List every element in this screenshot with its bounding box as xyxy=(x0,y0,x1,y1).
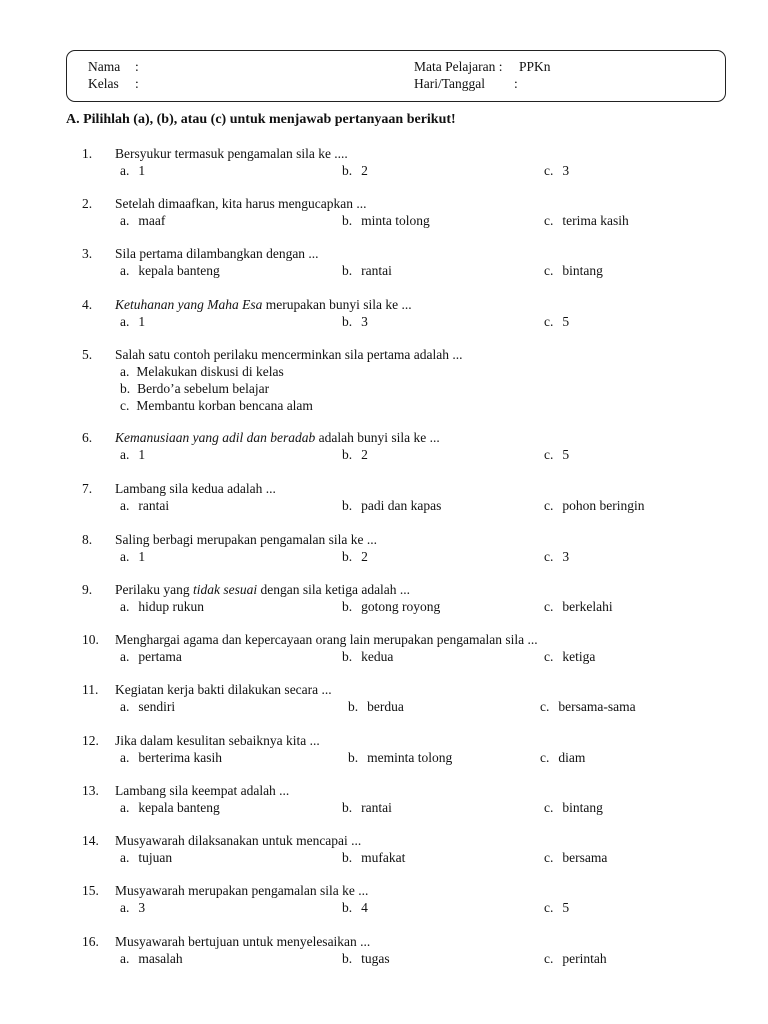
option-text: 3 xyxy=(562,163,570,178)
option-letter: c. xyxy=(544,213,554,228)
option-letter: b. xyxy=(342,447,353,462)
option-text: berdua xyxy=(367,699,404,714)
question-text xyxy=(115,733,320,749)
option-letter: c. xyxy=(544,263,554,278)
option-b xyxy=(342,314,368,330)
question-text-italic: tidak sesuai xyxy=(192,582,258,597)
option-text: padi dan kapas xyxy=(361,498,442,513)
option-c xyxy=(544,163,569,179)
option-c xyxy=(544,599,613,615)
option-text: rantai xyxy=(361,263,392,278)
question-text-part: Musyawarah dilaksanakan untuk mencapai ... xyxy=(115,833,362,848)
question-number: 16. xyxy=(82,934,99,949)
kelas-colon: : xyxy=(135,76,139,91)
option-letter: a. xyxy=(120,900,130,915)
option-letter: a. xyxy=(120,649,130,664)
question-number: 14. xyxy=(82,833,99,848)
question-text xyxy=(115,532,377,548)
question-text xyxy=(115,934,370,950)
question-text xyxy=(115,632,538,648)
option-text: 1 xyxy=(138,314,146,329)
option-text: 1 xyxy=(138,163,146,178)
option-text: bintang xyxy=(562,263,603,278)
option-c xyxy=(544,263,603,279)
question-text xyxy=(115,430,440,446)
option-text: meminta tolong xyxy=(367,750,453,765)
option-b xyxy=(342,900,368,916)
option-letter: a. xyxy=(120,364,130,379)
nama-colon: : xyxy=(135,59,139,74)
option-letter: b. xyxy=(342,900,353,915)
option-c xyxy=(544,800,603,816)
option-letter: b. xyxy=(342,213,353,228)
question-number: 13. xyxy=(82,783,99,798)
option-a xyxy=(120,314,145,330)
question-number: 12. xyxy=(82,733,99,748)
option-a xyxy=(120,699,175,715)
option-a xyxy=(120,447,145,463)
option-b xyxy=(342,498,441,514)
option-text: 5 xyxy=(562,900,570,915)
option-b xyxy=(348,750,452,766)
option-letter: a. xyxy=(120,699,130,714)
option-a xyxy=(120,364,284,380)
option-text: pertama xyxy=(138,649,182,664)
option-letter: b. xyxy=(120,381,131,396)
option-text: kedua xyxy=(361,649,394,664)
option-letter: c. xyxy=(544,447,554,462)
question-text-part: Setelah dimaafkan, kita harus mengucapkan ... xyxy=(115,196,367,211)
question-number: 9. xyxy=(82,582,93,597)
option-letter: a. xyxy=(120,750,130,765)
question-text xyxy=(115,682,332,698)
option-c xyxy=(540,750,585,766)
option-a xyxy=(120,800,220,816)
question-text-part: Menghargai agama dan kepercayaan orang lain merupakan pengamalan sila ... xyxy=(115,632,538,647)
option-letter: a. xyxy=(120,599,130,614)
option-letter: c. xyxy=(544,314,554,329)
question-number: 7. xyxy=(82,481,93,496)
nama-label: Nama xyxy=(88,59,121,74)
option-letter: c. xyxy=(544,498,554,513)
question-text-italic: Ketuhanan yang Maha Esa xyxy=(115,297,263,312)
option-letter: c. xyxy=(544,800,554,815)
question-text-part: Salah satu contoh perilaku mencerminkan sila pertama adalah ... xyxy=(115,347,463,362)
option-letter: a. xyxy=(120,163,130,178)
option-a xyxy=(120,549,145,565)
question-text-part: merupakan bunyi sila ke ... xyxy=(262,297,412,312)
option-letter: b. xyxy=(342,163,353,178)
option-a xyxy=(120,850,172,866)
option-letter: a. xyxy=(120,263,130,278)
option-text: rantai xyxy=(138,498,170,513)
option-letter: a. xyxy=(120,498,130,513)
kelas-label: Kelas xyxy=(88,76,119,91)
option-b xyxy=(342,213,430,229)
option-text: bintang xyxy=(562,800,603,815)
option-letter: b. xyxy=(342,314,353,329)
question-text-part: Musyawarah bertujuan untuk menyelesaikan ... xyxy=(115,934,371,949)
option-letter: a. xyxy=(120,447,130,462)
option-text: 3 xyxy=(138,900,146,915)
option-c xyxy=(544,850,607,866)
question-text-italic: Kemanusiaan yang adil dan beradab xyxy=(115,430,316,445)
option-text: 2 xyxy=(361,447,368,462)
option-letter: c. xyxy=(120,398,130,413)
option-letter: b. xyxy=(342,649,353,664)
option-letter: c. xyxy=(544,850,554,865)
option-text: rantai xyxy=(361,800,392,815)
tanggal-colon: : xyxy=(514,76,518,91)
question-number: 2. xyxy=(82,196,93,211)
question-text xyxy=(115,481,276,497)
question-text-part: Musyawarah merupakan pengamalan sila ke ... xyxy=(115,883,369,898)
question-text-part: Saling berbagi merupakan pengamalan sila ke ... xyxy=(115,532,378,547)
question-text-part: Perilaku yang xyxy=(115,582,193,597)
option-text: terima kasih xyxy=(562,213,629,228)
student-info-box xyxy=(66,50,726,102)
question-number: 4. xyxy=(82,297,93,312)
option-letter: c. xyxy=(544,163,554,178)
tanggal-label: Hari/Tanggal xyxy=(414,76,486,91)
option-b xyxy=(348,699,404,715)
question-text xyxy=(115,196,367,212)
question-text-part: Jika dalam kesulitan sebaiknya kita ... xyxy=(115,733,320,748)
option-letter: b. xyxy=(342,951,353,966)
option-a xyxy=(120,649,182,665)
question-number: 15. xyxy=(82,883,99,898)
option-c xyxy=(540,699,636,715)
question-number: 1. xyxy=(82,146,93,161)
option-c xyxy=(544,314,569,330)
option-letter: c. xyxy=(544,649,554,664)
option-c xyxy=(544,900,569,916)
option-letter: b. xyxy=(342,549,353,564)
option-letter: a. xyxy=(120,800,130,815)
question-text xyxy=(115,783,289,799)
question-number: 10. xyxy=(82,632,99,647)
question-text xyxy=(115,833,361,849)
option-b xyxy=(342,263,392,279)
option-b xyxy=(342,447,368,463)
option-text: gotong royong xyxy=(361,599,441,614)
option-a xyxy=(120,213,165,229)
option-a xyxy=(120,750,222,766)
option-a xyxy=(120,599,204,615)
option-letter: c. xyxy=(540,699,550,714)
option-c xyxy=(544,649,595,665)
option-text: hidup rukun xyxy=(138,599,204,614)
option-c xyxy=(544,951,607,967)
option-text: berkelahi xyxy=(562,599,613,614)
option-text: 1 xyxy=(138,549,146,564)
option-a xyxy=(120,263,220,279)
option-text: bersama-sama xyxy=(558,699,636,714)
option-letter: b. xyxy=(342,599,353,614)
option-text: mufakat xyxy=(361,850,406,865)
option-letter: b. xyxy=(342,850,353,865)
option-b xyxy=(342,163,368,179)
option-text: 2 xyxy=(361,549,368,564)
option-text: Melakukan diskusi di kelas xyxy=(136,364,284,379)
option-b xyxy=(342,549,368,565)
option-letter: c. xyxy=(544,900,554,915)
option-c xyxy=(544,213,629,229)
option-b xyxy=(342,800,392,816)
option-a xyxy=(120,900,145,916)
option-text: sendiri xyxy=(138,699,176,714)
option-text: 4 xyxy=(361,900,368,915)
option-text: minta tolong xyxy=(361,213,430,228)
question-text-part: Lambang sila kedua adalah ... xyxy=(115,481,276,496)
option-text: 5 xyxy=(562,447,570,462)
option-letter: a. xyxy=(120,549,130,564)
option-text: 3 xyxy=(361,314,368,329)
option-a xyxy=(120,498,169,514)
option-letter: c. xyxy=(544,549,554,564)
question-text xyxy=(115,246,319,262)
option-letter: b. xyxy=(348,750,359,765)
section-title: A. Pilihlah (a), (b), atau (c) untuk menjawab pertanyaan berikut! xyxy=(66,112,456,127)
option-c xyxy=(544,498,645,514)
option-a xyxy=(120,163,145,179)
option-b xyxy=(342,599,440,615)
question-text-part: Lambang sila keempat adalah ... xyxy=(115,783,290,798)
question-number: 3. xyxy=(82,246,93,261)
option-letter: a. xyxy=(120,314,130,329)
option-letter: b. xyxy=(342,498,353,513)
question-text-part: Sila pertama dilambangkan dengan ... xyxy=(115,246,319,261)
question-number: 11. xyxy=(82,682,99,697)
question-text xyxy=(115,582,410,598)
option-text: Membantu korban bencana alam xyxy=(136,398,313,413)
option-text: ketiga xyxy=(562,649,596,664)
option-letter: b. xyxy=(348,699,359,714)
option-text: 1 xyxy=(138,447,146,462)
question-text xyxy=(115,146,348,162)
question-text-part: Kegiatan kerja bakti dilakukan secara ... xyxy=(115,682,332,697)
option-letter: c. xyxy=(544,951,554,966)
mapel-value: PPKn xyxy=(519,59,551,74)
option-c xyxy=(544,549,569,565)
option-text: maaf xyxy=(138,213,166,228)
option-text: kepala banteng xyxy=(138,800,220,815)
option-letter: a. xyxy=(120,951,130,966)
question-text-part: dengan sila ketiga adalah ... xyxy=(257,582,411,597)
question-text xyxy=(115,347,463,363)
option-b xyxy=(342,649,393,665)
option-text: perintah xyxy=(562,951,607,966)
question-text-part: adalah bunyi sila ke ... xyxy=(315,430,440,445)
option-text: bersama xyxy=(562,850,608,865)
question-number: 5. xyxy=(82,347,93,362)
option-text: tujuan xyxy=(138,850,173,865)
option-letter: a. xyxy=(120,213,130,228)
option-text: tugas xyxy=(361,951,390,966)
option-text: kepala banteng xyxy=(138,263,220,278)
option-letter: b. xyxy=(342,263,353,278)
question-text xyxy=(115,883,368,899)
option-text: 2 xyxy=(361,163,368,178)
option-c xyxy=(120,398,313,414)
option-letter: c. xyxy=(544,599,554,614)
mapel-label: Mata Pelajaran : xyxy=(414,59,503,74)
question-text xyxy=(115,297,412,313)
option-letter: b. xyxy=(342,800,353,815)
option-text: 3 xyxy=(562,549,570,564)
option-letter: a. xyxy=(120,850,130,865)
option-c xyxy=(544,447,569,463)
question-number: 8. xyxy=(82,532,93,547)
option-b xyxy=(120,381,269,397)
option-letter: c. xyxy=(540,750,550,765)
option-b xyxy=(342,850,405,866)
option-text: masalah xyxy=(138,951,183,966)
option-text: 5 xyxy=(562,314,570,329)
option-text: diam xyxy=(558,750,586,765)
question-number: 6. xyxy=(82,430,93,445)
option-text: berterima kasih xyxy=(138,750,222,765)
question-text-part: Bersyukur termasuk pengamalan sila ke .... xyxy=(115,146,348,161)
option-b xyxy=(342,951,390,967)
option-text: Berdo’a sebelum belajar xyxy=(137,381,270,396)
option-text: pohon beringin xyxy=(562,498,645,513)
option-a xyxy=(120,951,183,967)
